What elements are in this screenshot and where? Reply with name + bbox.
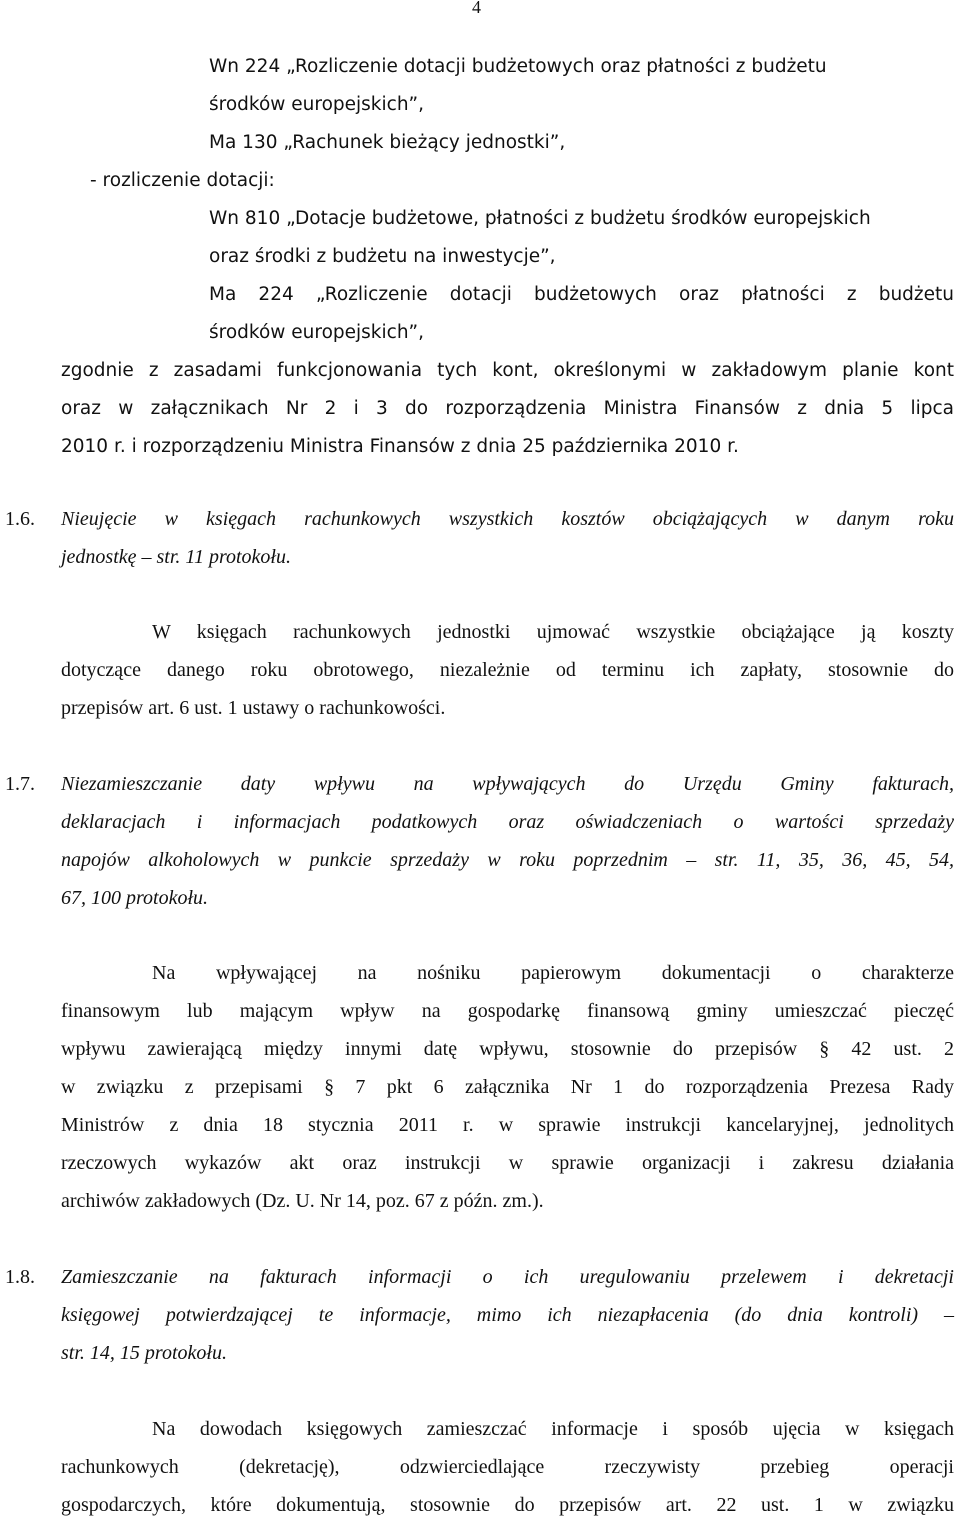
list-line: 2010 r. i rozporządzeniu Ministra Finansów z dnia 25 października 2010 r. bbox=[61, 436, 739, 457]
list-line: oraz w załącznikach Nr 2 i 3 do rozporządzenia Ministra Finansów z dnia 5 lipca bbox=[61, 398, 954, 419]
page-number: 4 bbox=[472, 0, 481, 17]
paragraph-line: dotyczące danego roku obrotowego, niezależnie od terminu ich zapłaty, stosownie do bbox=[61, 659, 954, 681]
paragraph-line: Ministrów z dnia 18 stycznia 2011 r. w sprawie instrukcji kancelaryjnej, jednolitych bbox=[61, 1114, 954, 1136]
section-heading: jednostkę – str. 11 protokołu. bbox=[61, 546, 291, 568]
list-line: Ma 224 „Rozliczenie dotacji budżetowych oraz płatności z budżetu bbox=[209, 284, 954, 305]
list-line: - rozliczenie dotacji: bbox=[90, 170, 275, 191]
paragraph-line: w związku z przepisami § 7 pkt 6 załącznika Nr 1 do rozporządzenia Prezesa Rady bbox=[61, 1076, 954, 1098]
section-number: 1.7. bbox=[5, 773, 35, 795]
list-line: oraz środki z budżetu na inwestycje”, bbox=[209, 246, 556, 267]
list-line: środków europejskich”, bbox=[209, 94, 425, 115]
paragraph-line: Na wpływającej na nośniku papierowym dokumentacji o charakterze bbox=[152, 962, 954, 984]
list-line: Wn 224 „Rozliczenie dotacji budżetowych oraz płatności z budżetu bbox=[209, 56, 827, 77]
list-line: środków europejskich”, bbox=[209, 322, 425, 343]
paragraph-line: przepisów art. 6 ust. 1 ustawy o rachunkowości. bbox=[61, 697, 446, 719]
section-number: 1.6. bbox=[5, 508, 35, 530]
section-heading: Nieujęcie w księgach rachunkowych wszystkich kosztów obciążających w danym roku bbox=[61, 508, 954, 530]
section-heading: księgowej potwierdzającej te informacje, mimo ich niezapłacenia (do dnia kontroli) – bbox=[61, 1304, 954, 1326]
section-heading: Niezamieszczanie daty wpływu na wpływających do Urzędu Gminy fakturach, bbox=[61, 773, 954, 795]
paragraph-line: Na dowodach księgowych zamieszczać informacje i sposób ujęcia w księgach bbox=[152, 1418, 954, 1440]
paragraph-line: finansowym lub mającym wpływ na gospodarkę finansową gminy umieszczać pieczęć bbox=[61, 1000, 954, 1022]
list-line: zgodnie z zasadami funkcjonowania tych kont, określonymi w zakładowym planie kont bbox=[61, 360, 954, 381]
paragraph-line: rzeczowych wykazów akt oraz instrukcji w sprawie organizacji i zakresu działania bbox=[61, 1152, 954, 1174]
paragraph-line: wpływu zawierającą między innymi datę wpływu, stosownie do przepisów § 42 ust. 2 bbox=[61, 1038, 954, 1060]
paragraph-line: archiwów zakładowych (Dz. U. Nr 14, poz. 67 z późn. zm.). bbox=[61, 1190, 544, 1212]
section-heading: 67, 100 protokołu. bbox=[61, 887, 209, 909]
section-heading: napojów alkoholowych w punkcie sprzedaży w roku poprzednim – str. 11, 35, 36, 45, 54, bbox=[61, 849, 954, 871]
section-heading: Zamieszczanie na fakturach informacji o ich uregulowaniu przelewem i dekretacji bbox=[61, 1266, 954, 1288]
section-heading: deklaracjach i informacjach podatkowych oraz oświadczeniach o wartości sprzedaży bbox=[61, 811, 954, 833]
list-line: Ma 130 „Rachunek bieżący jednostki”, bbox=[209, 132, 566, 153]
list-line: Wn 810 „Dotacje budżetowe, płatności z budżetu środków europejskich bbox=[209, 208, 871, 229]
paragraph-line: rachunkowych (dekretację), odzwierciedlające rzeczywisty przebieg operacji bbox=[61, 1456, 954, 1478]
paragraph-line: gospodarczych, które dokumentują, stosownie do przepisów art. 22 ust. 1 w związku bbox=[61, 1494, 954, 1516]
section-heading: str. 14, 15 protokołu. bbox=[61, 1342, 227, 1364]
paragraph-line: W księgach rachunkowych jednostki ujmować wszystkie obciążające ją koszty bbox=[152, 621, 954, 643]
section-number: 1.8. bbox=[5, 1266, 35, 1288]
